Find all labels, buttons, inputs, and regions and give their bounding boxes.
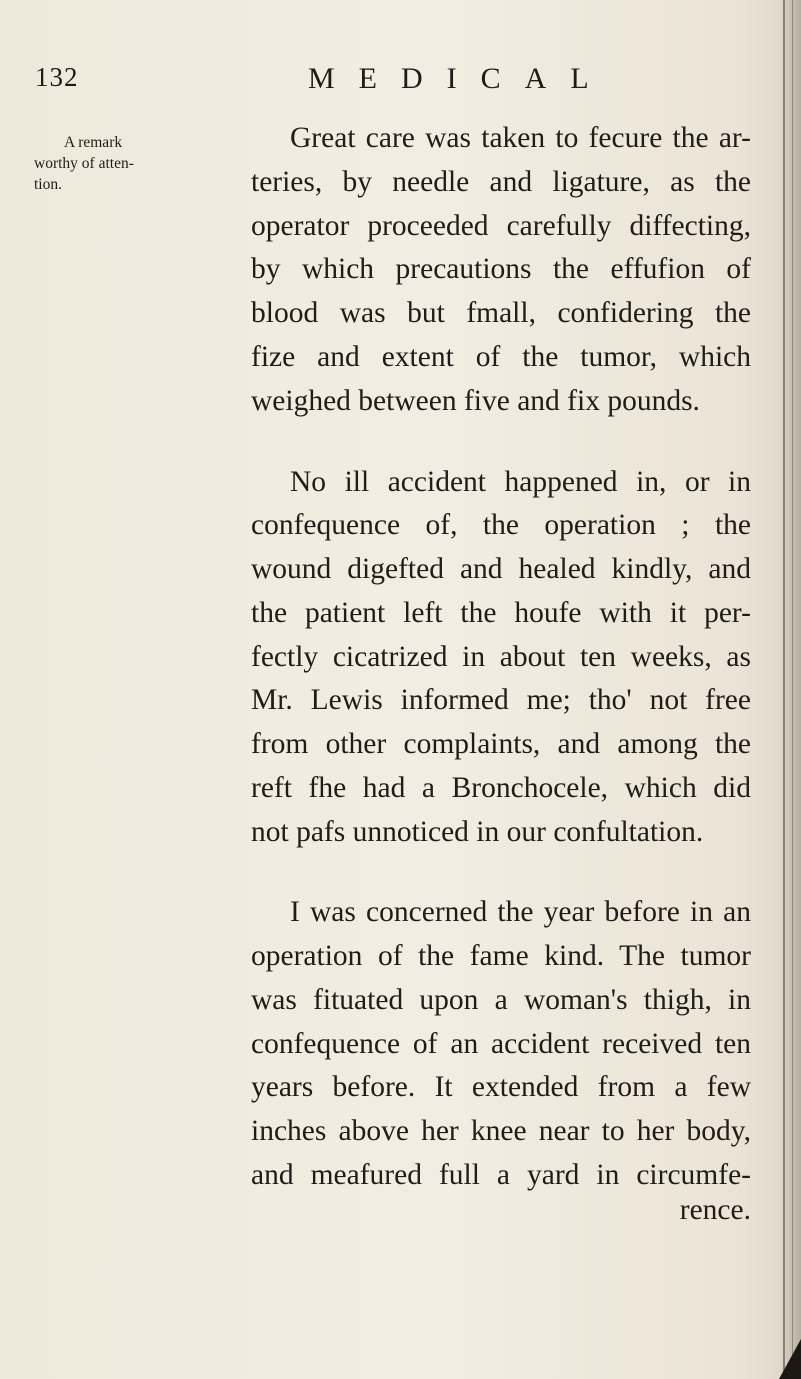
paragraph-1-line-7: weighed between five and fix pounds. bbox=[251, 385, 700, 417]
paragraph-1-line-6: fize and extent of the tumor, which bbox=[251, 341, 751, 373]
paragraph-1-line-1: Great care was taken to fecure the ar- bbox=[290, 122, 751, 154]
paragraph-3-line-3: was fituated upon a woman's thigh, in bbox=[251, 984, 751, 1016]
paragraph-2-line-2: confequence of, the operation ; the bbox=[251, 509, 751, 541]
paragraph-2-line-4: the patient left the houfe with it per- bbox=[251, 597, 751, 629]
paragraph-3-line-5: years before. It extended from a few bbox=[251, 1071, 751, 1103]
paragraph-2-line-7: from other complaints, and among the bbox=[251, 728, 751, 760]
paragraph-3-line-7: and meafured full a yard in circumfe- bbox=[251, 1159, 751, 1191]
paragraph-3-line-6: inches above her knee near to her body, bbox=[251, 1115, 751, 1147]
margin-note-line: tion. bbox=[34, 176, 62, 193]
page-edge-line bbox=[783, 0, 785, 1379]
paragraph-2-line-6: Mr. Lewis informed me; tho' not free bbox=[251, 684, 751, 716]
paragraph-3-line-1: I was concerned the year before in an bbox=[290, 896, 751, 928]
paragraph-2-line-3: wound digefted and healed kindly, and bbox=[251, 553, 751, 585]
page-number: 132 bbox=[35, 62, 79, 92]
paragraph-2-line-5: fectly cicatrized in about ten weeks, as bbox=[251, 641, 751, 673]
paragraph-2-line-8: reft fhe had a Bronchocele, which did bbox=[251, 772, 751, 804]
margin-note bbox=[34, 132, 234, 195]
margin-note-line: A remark bbox=[64, 134, 123, 151]
paragraph-1-line-3: operator proceeded carefully diffecting, bbox=[251, 210, 751, 242]
margin-note-line: worthy of atten- bbox=[34, 155, 134, 172]
catchword: rence. bbox=[679, 1194, 751, 1226]
paragraph-1-line-2: teries, by needle and ligature, as the bbox=[251, 166, 751, 198]
paragraph-1-line-5: blood was but fmall, confidering the bbox=[251, 297, 751, 329]
paragraph-3-line-4: confequence of an accident received ten bbox=[251, 1028, 751, 1060]
paragraph-3-line-2: operation of the fame kind. The tumor bbox=[251, 940, 751, 972]
paragraph-2-line-1: No ill accident happened in, or in bbox=[290, 466, 751, 498]
page-edge-line-secondary bbox=[792, 0, 793, 1379]
paragraph-2-line-9: not pafs unnoticed in our confultation. bbox=[251, 816, 704, 848]
paragraph-1-line-4: by which precautions the effufion of bbox=[251, 253, 751, 285]
running-title: MEDICAL bbox=[308, 62, 613, 95]
